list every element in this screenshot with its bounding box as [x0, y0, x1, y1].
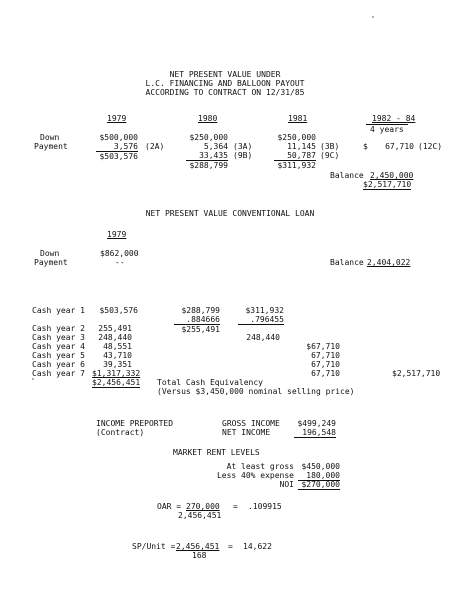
balloon-1982-payment: 67,710 [385, 142, 414, 151]
rent-noi-label: NOI [279, 480, 294, 489]
sp-unit-result: 14,622 [243, 542, 272, 551]
title-line-3: ACCORDING TO CONTRACT ON 12/31/85 [145, 88, 305, 97]
year-1979-header: 1979 [107, 114, 127, 123]
rent-expense-label: Less 40% expense [216, 471, 294, 480]
conventional-payment-value: -- [115, 258, 125, 267]
cash-col2-value: $288,799 [181, 306, 220, 315]
cash-label-4: Cash year 4 [32, 342, 85, 351]
market-rent-title: MARKET RENT LEVELS [173, 448, 260, 457]
balloon-1979-down: $500,000 [99, 133, 138, 142]
cash-col1-y6: 39,351 [103, 360, 132, 369]
net-income-label: NET INCOME [222, 428, 271, 437]
conventional-year: 1979 [107, 230, 127, 239]
cash-col3-result: 248,440 [246, 333, 280, 342]
oar-label: OAR = [157, 502, 182, 511]
balloon-1980-balloon-ref: (9B) [233, 151, 253, 160]
balloon-1982-ref: (12C) [418, 142, 443, 151]
cash-label-3: Cash year 3 [32, 333, 85, 342]
cash-col2-factor: .884666 [186, 315, 220, 324]
conventional-balance-value: 2,404,022 [367, 258, 411, 267]
sp-unit-denominator: 168 [192, 551, 207, 560]
balloon-1980-payment: 5,364 [203, 142, 228, 151]
oar-equals: = [233, 502, 238, 511]
cash-col1-y3: 248,440 [98, 333, 132, 342]
oar-denominator: 2,456,451 [178, 511, 222, 520]
sp-unit-numerator: 2,456,451 [176, 542, 220, 551]
income-contract-label: (Contract) [96, 428, 145, 437]
oar-numerator: 270,000 [186, 502, 220, 511]
balloon-balance-value: 2,450,000 [370, 171, 414, 180]
cash-col3-value: $311,932 [245, 306, 284, 315]
cash-col3-factor: .796455 [238, 315, 284, 325]
rent-gross-value: $450,000 [301, 462, 340, 471]
scan-speck [32, 378, 34, 380]
income-reported-label: INCOME PREPORTED [96, 419, 174, 428]
balloon-1981-down: $250,000 [277, 133, 316, 142]
cash-col2-result: $255,491 [174, 324, 220, 334]
cash-col4-y4: $67,710 [306, 342, 340, 351]
cash-col4-y6: 67,710 [311, 360, 340, 369]
cash-label-1: Cash year 1 [32, 306, 85, 315]
cash-col1-y4: 48,551 [103, 342, 132, 351]
cash-col1-y2: 255,491 [98, 324, 132, 333]
four-years-label: 4 years [366, 124, 408, 134]
conventional-title: NET PRESENT VALUE CONVENTIONAL LOAN [145, 209, 315, 218]
cash-col1-y1: $503,576 [99, 306, 138, 315]
conventional-down-value: $862,000 [100, 249, 139, 258]
cash-label-5: Cash year 5 [32, 351, 85, 360]
year-1980-header: 1980 [198, 114, 218, 123]
rent-expense-value: 180,000 [298, 471, 340, 481]
balloon-1981-balloon-ref: (9C) [320, 151, 340, 160]
cash-col4-y7: 67,710 [311, 369, 340, 378]
net-income-value: 196,548 [294, 428, 336, 438]
year-1982-84-header: 1982 - 84 [372, 114, 416, 123]
sp-unit-equals: = [228, 542, 233, 551]
balloon-1981-payment-ref: (3B) [320, 142, 340, 151]
balloon-1979-payment: 3,576 [113, 142, 138, 151]
row-label-down: Down [40, 133, 60, 142]
balloon-1981-total: $311,932 [274, 160, 316, 170]
year-1981-header: 1981 [288, 114, 308, 123]
balloon-1979-total: $503,576 [96, 151, 138, 161]
balloon-1980-total: $288,799 [186, 160, 228, 170]
balloon-1980-payment-ref: (3A) [233, 142, 253, 151]
gross-income-value: $499,249 [297, 419, 336, 428]
total-cash-equivalency-note: (Versus $3,450,000 nominal selling price) [157, 387, 355, 396]
balloon-1980-down: $250,000 [189, 133, 228, 142]
cash-label-6: Cash year 6 [32, 360, 85, 369]
scan-speck [372, 16, 374, 18]
cash-label-7: Cash year 7 [32, 369, 85, 378]
cash-col1-total: $2,456,451 [92, 378, 141, 387]
balloon-1979-ref: (2A) [145, 142, 165, 151]
title-line-2: L.C. FINANCING AND BALLOON PAYOUT [145, 79, 305, 88]
conventional-row-payment: Payment [34, 258, 68, 267]
balloon-1981-balloon: 50,787 [287, 151, 316, 160]
balloon-balance-total: $2,517,710 [363, 180, 412, 189]
rent-gross-label: At least gross [226, 462, 294, 471]
balloon-1980-balloon: 33,435 [199, 151, 228, 160]
balloon-1982-dollar: $ [363, 142, 368, 151]
balloon-balance-label: Balance [330, 171, 364, 180]
cash-label-2: Cash year 2 [32, 324, 85, 333]
conventional-row-down: Down [40, 249, 60, 258]
oar-result: .109915 [248, 502, 282, 511]
cash-col1-y7: $1,317,332 [92, 369, 141, 378]
title-line-1: NET PRESENT VALUE UNDER [169, 70, 281, 79]
cash-col5-total: $2,517,710 [392, 369, 441, 378]
rent-noi-value: $270,000 [298, 480, 340, 490]
sp-unit-label: SP/Unit = [132, 542, 176, 551]
row-label-payment: Payment [34, 142, 68, 151]
conventional-balance-label: Balance [330, 258, 364, 267]
gross-income-label: GROSS INCOME [222, 419, 280, 428]
cash-col1-y5: 43,710 [103, 351, 132, 360]
total-cash-equivalency-label: Total Cash Equivalency [157, 378, 263, 387]
cash-col4-y5: 67,710 [311, 351, 340, 360]
balloon-1981-payment: 11,145 [287, 142, 316, 151]
